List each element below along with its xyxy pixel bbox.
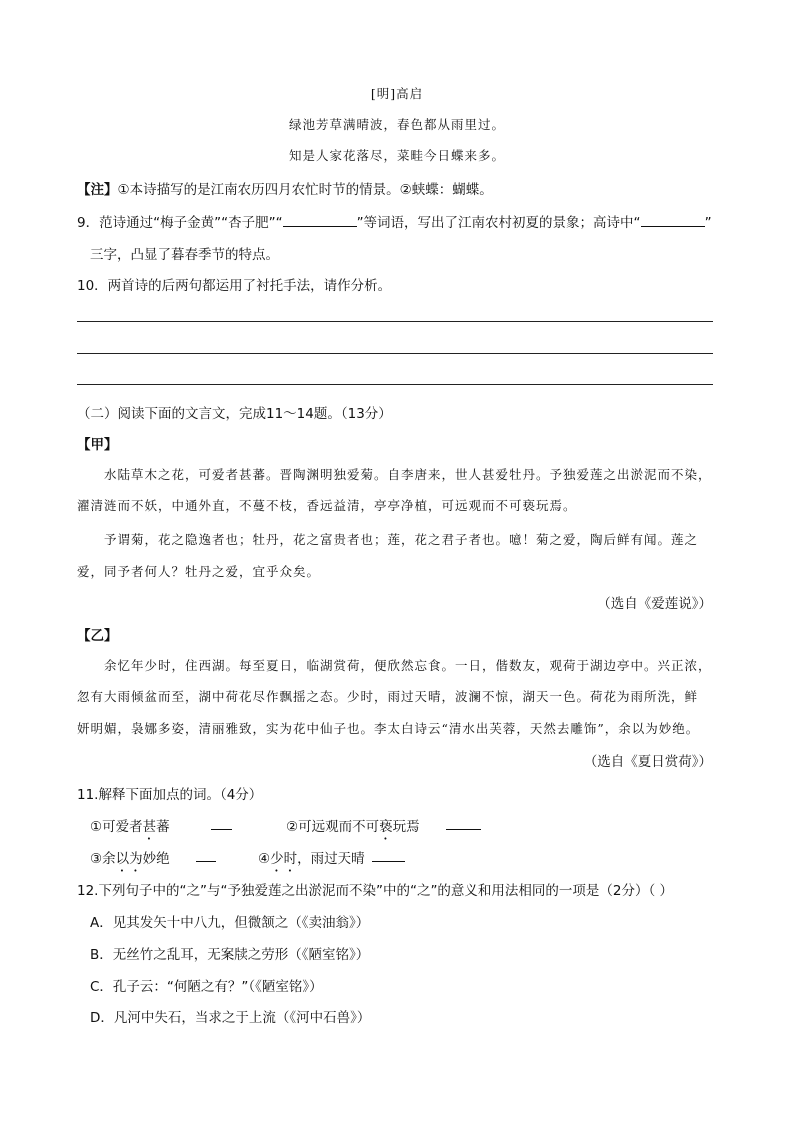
yi-line-2: 忽有大雨倾盆而至，湖中荷花尽作飘摇之态。少时，雨过天晴，波澜不惊，湖天一色。荷花为雨所洗，鲜 (77, 689, 699, 704)
question-11: 11.解释下面加点的词。（4分） (77, 787, 263, 803)
poem-author: [明]高启 (370, 86, 424, 101)
q11-blank-2[interactable] (446, 829, 481, 830)
question-9 (77, 211, 712, 231)
q12-option-d[interactable]: D．凡河中失石，当求之于上流（《河中石兽》） (90, 1010, 371, 1026)
jia-paragraph-2-line-1: 予谓菊，花之隐逸者也；牡丹，花之富贵者也；莲，花之君子者也。噫！菊之爱，陶后鲜有闻。莲之 (104, 532, 699, 547)
poem-line-2: 知是人家花落尽，菜畦今日蝶来多。 (288, 148, 505, 163)
q11-item-3-dotted: 以为 (115, 851, 143, 867)
q11-item-2-dotted: 亵 (379, 819, 393, 835)
question-12: 12.下列句子中的“之”与“予独爱莲之出淤泥而不染”中的“之”的意义和用法相同的一项是（2分）（ ） (77, 883, 674, 899)
yi-line-3: 妍明媚，袅娜多姿，清丽雅致，实为花中仙子也。李太白诗云“清水出芙蓉，天然去雕饰”，余以为妙绝。 (77, 721, 700, 736)
jia-label: 【甲】 (77, 437, 118, 453)
q9-continuation: 三字，凸显了暮春季节的特点。 (90, 247, 279, 263)
yi-line-1: 余忆年少时，住西湖。每至夏日，临湖赏荷，便欣然忘食。一日，偕数友，观荷于湖边亭中。兴正浓， (104, 658, 712, 673)
q9-text-a: 9．范诗通过“梅子金黄”“杏子肥”“ (77, 215, 283, 231)
jia-paragraph-1-line-2: 濯清涟而不妖，中通外直，不蔓不枝，香远益清，亭亭净植，可远观而不可亵玩焉。 (77, 498, 577, 513)
q11-item-4 (258, 847, 365, 875)
jia-source: （选自《爱莲说》） (597, 596, 712, 612)
note-text: ①本诗描写的是江南农历四月农忙时节的情景。②蛱蝶：蝴蝶。 (117, 182, 493, 198)
q11-item-1-dotted: 甚 (142, 819, 157, 835)
q11-item-3 (90, 847, 170, 875)
q11-item-1-prefix: ①可爱者 (90, 819, 143, 835)
q11-item-2 (286, 815, 420, 843)
q11-item-1 (90, 815, 170, 843)
q11-item-4-dotted: 少时 (270, 851, 298, 867)
yi-source: （选自《夏日赏荷》） (583, 754, 712, 770)
poem-note (77, 178, 493, 198)
q11-item-3-suffix: 妙绝 (142, 851, 170, 867)
q12-option-c[interactable]: C．孔子云：“何陋之有？”（《陋室铭》） (90, 979, 323, 995)
q11-blank-1[interactable] (211, 829, 232, 830)
note-label: 【注】 (77, 182, 118, 198)
q9-text-b: ”等词语，写出了江南农村初夏的景象；高诗中“ (356, 215, 641, 231)
q11-blank-3[interactable] (196, 861, 216, 862)
q9-blank-1[interactable] (283, 214, 357, 227)
q12-option-b[interactable]: B．无丝竹之乱耳，无案牍之劳形（《陋室铭》） (90, 947, 370, 963)
q11-item-4-suffix: ，雨过天晴 (297, 851, 365, 867)
q11-item-1-suffix: 蕃 (156, 819, 170, 835)
q11-item-2-prefix: ②可远观而不可 (286, 819, 380, 835)
answer-line-2[interactable] (77, 353, 713, 354)
q9-blank-2[interactable] (641, 214, 705, 227)
jia-paragraph-2-line-2: 爱，同予者何人？牡丹之爱，宜乎众矣。 (77, 564, 321, 579)
yi-label: 【乙】 (77, 628, 118, 644)
jia-paragraph-1-line-1: 水陆草木之花，可爱者甚蕃。晋陶渊明独爱菊。自李唐来，世人甚爱牡丹。予独爱莲之出淤泥而不染， (104, 467, 712, 482)
q11-item-2-suffix: 玩焉 (392, 819, 420, 835)
q11-blank-4[interactable] (372, 861, 405, 862)
section-2-title: （二）阅读下面的文言文，完成11～14题。（13分） (77, 406, 392, 422)
answer-line-3[interactable] (77, 384, 713, 385)
q9-text-c: ” (704, 215, 712, 231)
q11-item-4-prefix: ④ (258, 851, 271, 867)
poem-line-1: 绿池芳草满晴波，春色都从雨里过。 (288, 117, 505, 132)
q11-item-3-prefix: ③余 (90, 851, 116, 867)
question-10: 10．两首诗的后两句都运用了衬托手法，请作分析。 (77, 278, 392, 294)
q12-option-a[interactable]: A．见其发矢十中八九，但微颔之（《卖油翁》） (90, 915, 370, 931)
answer-line-1[interactable] (77, 321, 713, 322)
